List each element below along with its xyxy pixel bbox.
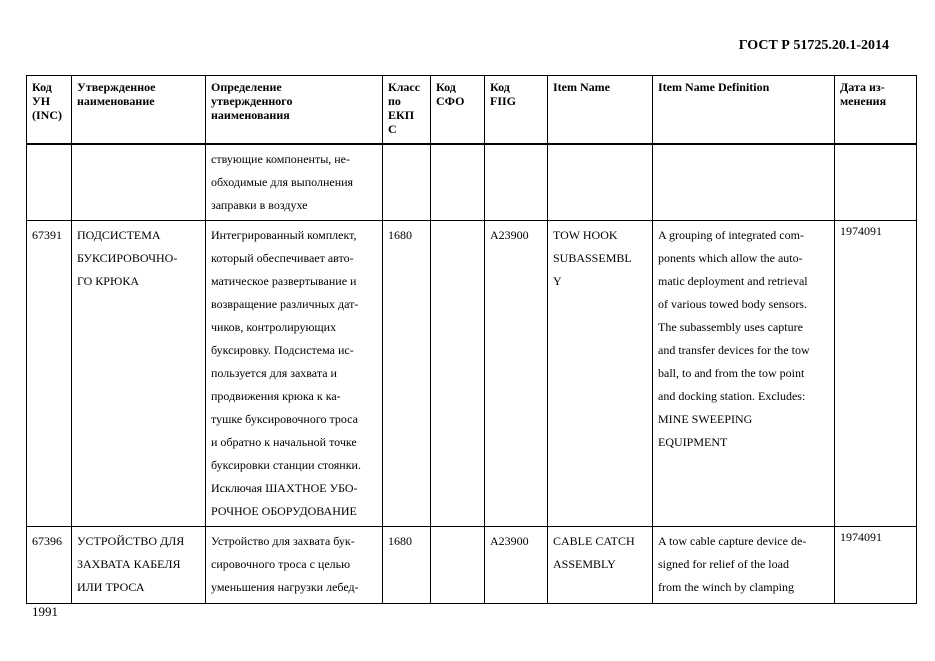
cell-item-name: TOW HOOK SUBASSEMBL Y <box>548 221 653 527</box>
table-header-row <box>27 76 917 145</box>
document-code: ГОСТ Р 51725.20.1-2014 <box>738 38 889 53</box>
cell-name-ru: ПОДСИСТЕМА БУКСИРОВОЧНО- ГО КРЮКА <box>72 221 206 527</box>
cell-item-definition <box>653 144 835 221</box>
nomenclature-table <box>26 75 917 604</box>
cell-date: 1974091 <box>835 221 917 527</box>
table-row <box>27 527 917 604</box>
cell-fiig: A23900 <box>485 527 548 604</box>
table-row <box>27 221 917 527</box>
col-header-inc: Код УН (INC) <box>27 76 72 145</box>
cell-inc: 67391 <box>27 221 72 527</box>
cell-item-definition: A tow cable capture device de- signed for relief of the load from the winch by clamping <box>653 527 835 604</box>
col-header-definition: Определение утвержденного наименования <box>206 76 383 145</box>
col-header-approved-name: Утвержденное наименование <box>72 76 206 145</box>
cell-item-definition: A grouping of integrated com- ponents which allow the auto- matic deployment and retrieval of various towed body sensors. The subassembly uses capture and transfer devices for the tow ball, to and from the tow point and docking station. Excludes: MINE SWEEPING EQUIPMENT <box>653 221 835 527</box>
cell-definition-ru: Устройство для захвата бук- сировочного троса с целью уменьшения нагрузки лебед- <box>206 527 383 604</box>
col-header-item-name: Item Name <box>548 76 653 145</box>
cell-definition-ru: ствующие компоненты, не- обходимые для выполнения заправки в воздухе <box>206 144 383 221</box>
cell-name-ru <box>72 144 206 221</box>
cell-sfo <box>431 144 485 221</box>
col-header-class: Класс по ЕКП С <box>383 76 431 145</box>
cell-inc <box>27 144 72 221</box>
cell-inc: 67396 <box>27 527 72 604</box>
page-number: 1991 <box>32 604 58 619</box>
col-header-date: Дата из- менения <box>835 76 917 145</box>
cell-sfo <box>431 221 485 527</box>
col-header-item-definition: Item Name Definition <box>653 76 835 145</box>
cell-item-name: CABLE CATCH ASSEMBLY <box>548 527 653 604</box>
cell-class <box>383 144 431 221</box>
cell-fiig: A23900 <box>485 221 548 527</box>
cell-definition-ru: Интегрированный комплект, который обеспечивает авто- матическое развертывание и возвращение различных дат- чиков, контролирующих буксировку. Подсистема ис- пользуется для захвата и продвижения крюка к ка- тушке буксировочного троса и обратно к начальной точке буксировки станции стоянки. Исключая ШАХТНОЕ УБО- РОЧНОЕ ОБОРУДОВАНИЕ <box>206 221 383 527</box>
cell-class: 1680 <box>383 221 431 527</box>
cell-class: 1680 <box>383 527 431 604</box>
cell-fiig <box>485 144 548 221</box>
cell-date: 1974091 <box>835 527 917 604</box>
cell-date <box>835 144 917 221</box>
cell-item-name <box>548 144 653 221</box>
cell-name-ru: УСТРОЙСТВО ДЛЯ ЗАХВАТА КАБЕЛЯ ИЛИ ТРОСА <box>72 527 206 604</box>
col-header-fiig: Код FIIG <box>485 76 548 145</box>
table-row <box>27 144 917 221</box>
cell-sfo <box>431 527 485 604</box>
col-header-sfo: Код СФО <box>431 76 485 145</box>
